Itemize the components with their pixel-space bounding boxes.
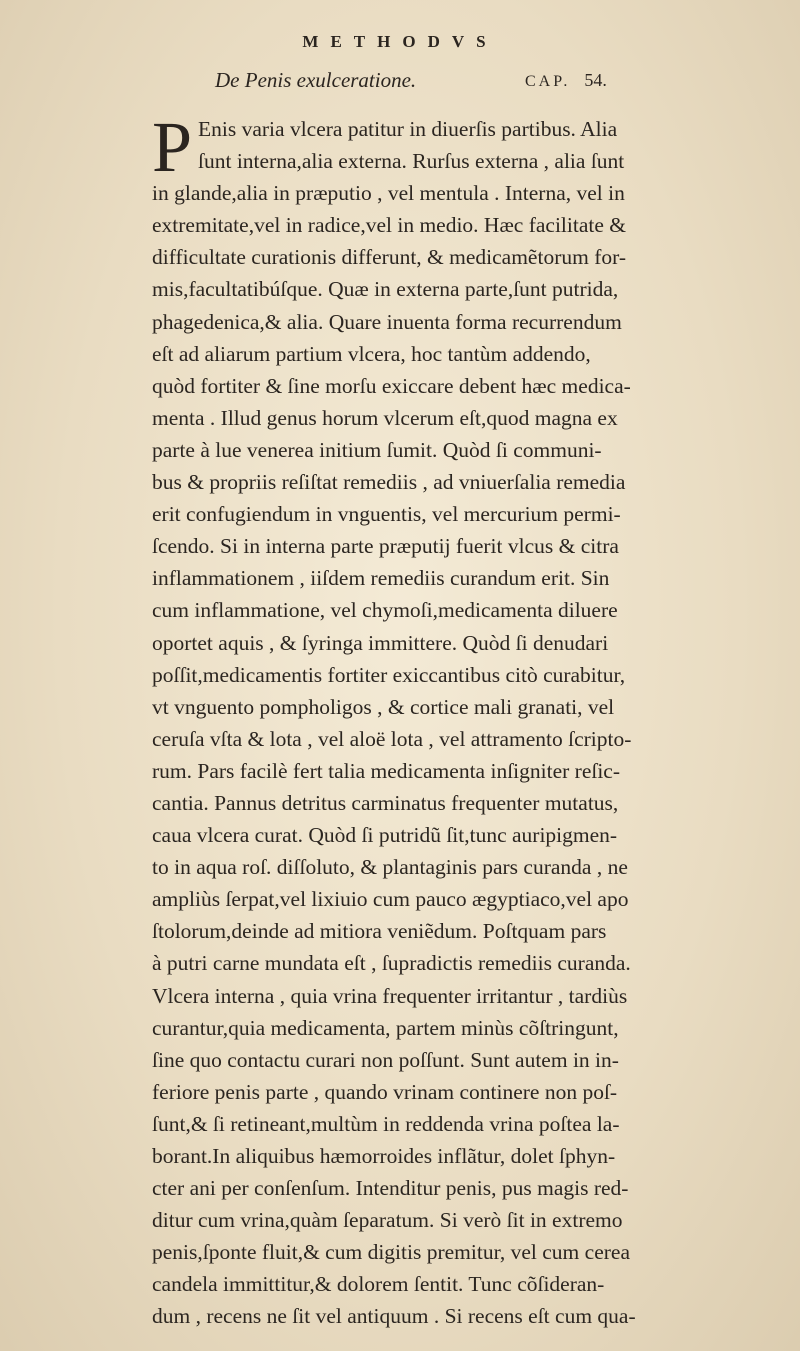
text-line: ſunt interna,alia externa. Rurſus externa , alia ſunt xyxy=(198,149,625,174)
text-line: ditur cum vrina,quàm ſeparatum. Si verò ſit in extremo xyxy=(152,1208,623,1233)
body-text xyxy=(152,107,764,1333)
text-line: rum. Pars facilè fert talia medicamenta inſigniter reſic- xyxy=(152,758,621,783)
text-line: mis,facultatibúſque. Quæ in externa parte,ſunt putrida, xyxy=(152,277,619,302)
text-line: caua vlcera curat. Quòd ſi putridũ ſit,tunc auripigmen- xyxy=(152,823,618,848)
text-line: in glande,alia in præputio , vel mentula . Interna, vel in xyxy=(152,181,625,206)
text-line: ſcendo. Si in interna parte præputij fuerit vlcus & citra xyxy=(152,534,619,559)
text-line: eſt ad aliarum partium vlcera, hoc tantùm addendo, xyxy=(152,341,591,366)
text-line: penis,ſponte fluit,& cum digitis premitur, vel cum cerea xyxy=(152,1240,630,1265)
running-head: METHODVS xyxy=(302,32,498,51)
chapter-number: 54. xyxy=(584,70,607,90)
text-line: oportet aquis , & ſyringa immittere. Quòd ſi denudari xyxy=(152,630,609,655)
text-line: cum inflammatione, vel chymoſi,medicamenta diluere xyxy=(152,598,618,623)
text-line: Enis varia vlcera patitur in diuerſis partibus. Alia xyxy=(198,117,618,141)
text-line: candela immittitur,& dolorem ſentit. Tunc cõſideran- xyxy=(152,1272,605,1297)
text-line: bus & propriis reſiſtat remediis , ad vniuerſalia remedia xyxy=(152,470,626,495)
chapter-heading: De Penis exulceratione. xyxy=(215,68,417,92)
text-line: to in aqua roſ. diſſoluto, & plantaginis pars curanda , ne xyxy=(152,855,628,880)
text-line: dum , recens ne ſit vel antiquum . Si recens eſt cum qua- xyxy=(152,1304,636,1329)
chapter-label-text: CAP. xyxy=(525,73,571,90)
text-line: difficultate curationis differunt, & medicamẽtorum for- xyxy=(152,245,627,270)
text-line: à putri carne mundata eſt , ſupradictis remediis curanda. xyxy=(152,951,631,976)
text-line: poſſit,medicamentis fortiter exiccantibus citò curabitur, xyxy=(152,662,626,687)
text-line: quòd fortiter & ſine morſu exiccare debent hæc medica- xyxy=(152,373,631,398)
text-line: cter ani per conſenſum. Intenditur penis, pus magis red- xyxy=(152,1176,629,1201)
text-line: ſunt,& ſi retineant,multùm in reddenda vrina poſtea la- xyxy=(152,1111,620,1136)
text-line: inflammationem , iiſdem remediis curandum erit. Sin xyxy=(152,566,610,591)
chapter-label xyxy=(525,70,607,91)
text-line: cantia. Pannus detritus carminatus frequenter mutatus, xyxy=(152,790,619,815)
text-line: vt vnguento pompholigos , & cortice mali granati, vel xyxy=(152,694,615,719)
text-line: feriore penis parte , quando vrinam continere non poſ- xyxy=(152,1079,618,1104)
text-line: menta . Illud genus horum vlcerum eſt,quod magna ex xyxy=(152,405,618,430)
text-line: ceruſa vſta & lota , vel aloë lota , vel attramento ſcripto- xyxy=(152,726,632,751)
text-line: ampliùs ſerpat,vel lixiuio cum pauco ægyptiaco,vel apo xyxy=(152,887,629,912)
text-line: extremitate,vel in radice,vel in medio. Hæc facilitate & xyxy=(152,213,627,238)
text-line: curantur,quia medicamenta, partem minùs cõſtringunt, xyxy=(152,1015,619,1040)
text-line: ſtolorum,deinde ad mitiora veniẽdum. Poſtquam pars xyxy=(152,919,607,944)
text-line: erit confugiendum in vnguentis, vel mercurium permi- xyxy=(152,502,621,527)
text-line: phagedenica,& alia. Quare inuenta forma recurrendum xyxy=(152,309,622,334)
text-line: ſine quo contactu curari non poſſunt. Sunt autem in in- xyxy=(152,1047,619,1072)
drop-initial: P xyxy=(152,107,193,187)
text-line: parte à lue venerea initium ſumit. Quòd ſi communi- xyxy=(152,437,602,462)
text-line: borant.In aliquibus hæmorroides inflãtur, dolet ſphyn- xyxy=(152,1144,616,1168)
text-line: Vlcera interna , quia vrina frequenter irritantur , tardiùs xyxy=(152,983,628,1008)
